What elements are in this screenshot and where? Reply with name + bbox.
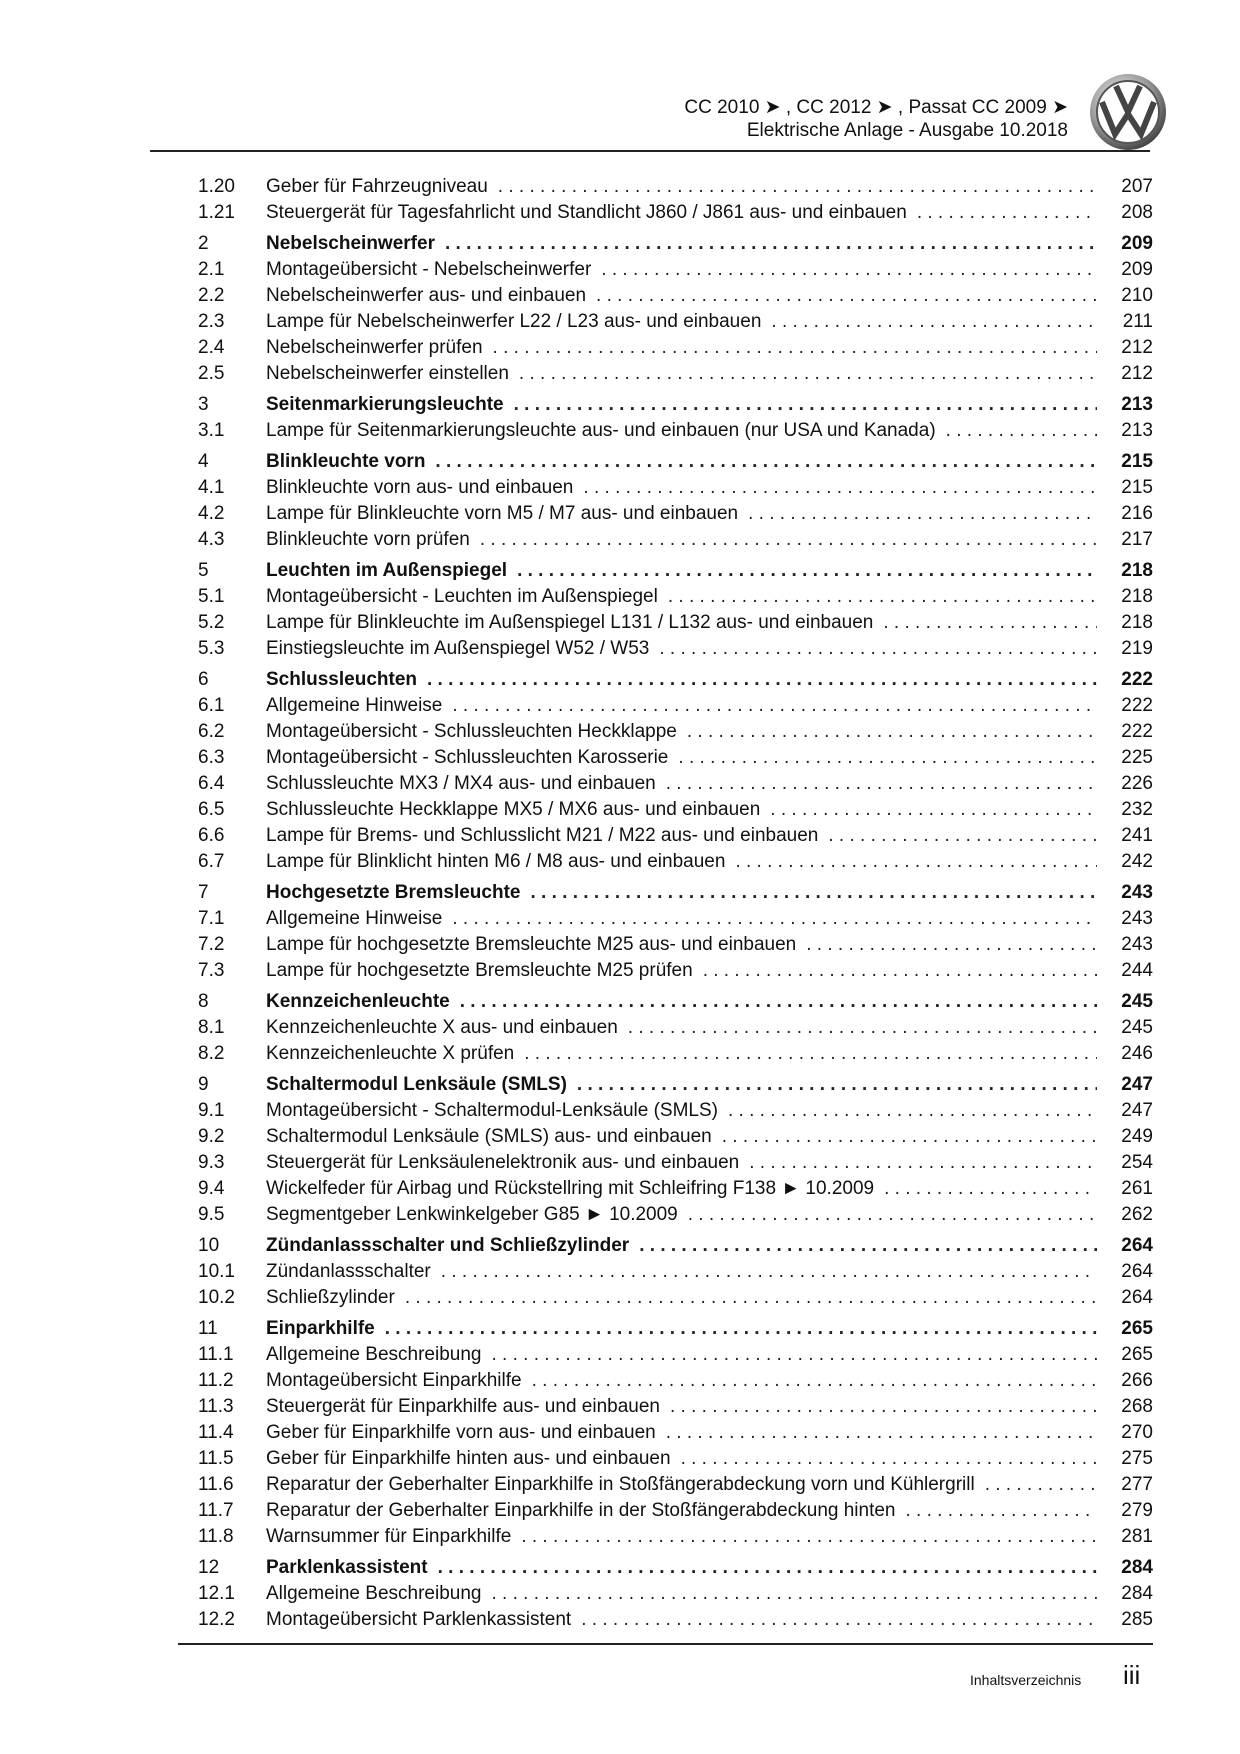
toc-entry-title: Allgemeine Hinweise [266, 908, 443, 929]
toc-entry-number: 12 [198, 1557, 220, 1578]
toc-entry-title: Steuergerät für Einparkhilfe aus- und einbauen [266, 1396, 660, 1417]
toc-entry-page: 244 [1121, 960, 1153, 981]
toc-entry-title: Lampe für Brems- und Schlusslicht M21 / M22 aus- und einbauen [266, 825, 819, 846]
toc-entry-title: Kennzeichenleuchte [266, 991, 450, 1012]
toc-entry-number: 4.1 [198, 477, 225, 498]
toc-entry-title: Lampe für Blinklicht hinten M6 / M8 aus- und einbauen [266, 851, 726, 872]
toc-dot-leader [596, 283, 1097, 309]
toc-entry[interactable] [198, 1394, 1153, 1420]
toc-entry-number: 3.1 [198, 420, 225, 441]
toc-dot-leader [985, 1472, 1097, 1498]
toc-dot-leader [530, 880, 1097, 906]
toc-entry-number: 9.1 [198, 1100, 225, 1121]
toc-entry-page: 243 [1121, 908, 1153, 929]
toc-entry-page: 285 [1121, 1609, 1153, 1630]
toc-entry-number: 2.5 [198, 363, 225, 384]
toc-dot-leader [460, 989, 1097, 1015]
toc-entry-page: 218 [1121, 586, 1153, 607]
toc-dot-leader [514, 392, 1097, 418]
toc-entry-title: Schaltermodul Lenksäule (SMLS) aus- und einbauen [266, 1126, 712, 1147]
toc-entry-title: Lampe für Nebelscheinwerfer L22 / L23 aus- und einbauen [266, 311, 762, 332]
toc-entry[interactable] [198, 527, 1153, 553]
toc-entry-number: 2.3 [198, 311, 225, 332]
toc-entry-title: Kennzeichenleuchte X prüfen [266, 1043, 515, 1064]
toc-entry-page: 215 [1121, 451, 1153, 472]
toc-entry[interactable] [198, 1098, 1153, 1124]
toc-dot-leader [521, 1524, 1097, 1550]
toc-entry-title: Zündanlassschalter [266, 1261, 431, 1282]
toc-entry[interactable] [198, 1041, 1153, 1067]
toc-entry-title: Montageübersicht Parklenkassistent [266, 1609, 572, 1630]
toc-entry-page: 275 [1121, 1448, 1153, 1469]
toc-chapter-entry[interactable] [198, 1555, 1153, 1581]
toc-entry-page: 216 [1121, 503, 1153, 524]
toc-dot-leader [517, 558, 1097, 584]
toc-entry-number: 12.1 [198, 1583, 235, 1604]
toc-dot-leader [728, 1098, 1097, 1124]
toc-entry-title: Allgemeine Beschreibung [266, 1583, 482, 1604]
toc-entry-number: 5.1 [198, 586, 225, 607]
toc-entry[interactable] [198, 719, 1153, 745]
toc-entry-page: 243 [1121, 934, 1153, 955]
toc-entry-number: 6 [198, 669, 209, 690]
toc-dot-leader [438, 1555, 1097, 1581]
toc-chapter-entry[interactable] [198, 392, 1153, 418]
header-divider [150, 150, 1150, 152]
toc-entry-page: 222 [1121, 669, 1153, 690]
toc-dot-leader [749, 1150, 1097, 1176]
toc-entry-title: Wickelfeder für Airbag und Rückstellring mit Schleifring F138 ► 10.2009 [266, 1178, 875, 1199]
toc-dot-leader [445, 231, 1097, 257]
toc-entry-title: Segmentgeber Lenkwinkelgeber G85 ► 10.2009 [266, 1204, 678, 1225]
toc-entry-page: 212 [1121, 363, 1153, 384]
toc-entry-page: 226 [1121, 773, 1153, 794]
toc-chapter-entry[interactable] [198, 667, 1153, 693]
toc-dot-leader [628, 1015, 1097, 1041]
toc-entry-number: 10 [198, 1235, 220, 1256]
toc-entry[interactable] [198, 418, 1153, 444]
toc-dot-leader [581, 1607, 1097, 1633]
toc-dot-leader [577, 1072, 1097, 1098]
toc-entry-title: Schließzylinder [266, 1287, 395, 1308]
toc-entry-number: 5 [198, 560, 209, 581]
toc-entry-title: Montageübersicht - Nebelscheinwerfer [266, 259, 592, 280]
toc-entry[interactable] [198, 1124, 1153, 1150]
toc-entry-number: 9.2 [198, 1126, 225, 1147]
toc-entry-number: 7.3 [198, 960, 225, 981]
toc-entry-page: 245 [1121, 991, 1153, 1012]
toc-entry[interactable] [198, 636, 1153, 662]
toc-dot-leader [524, 1041, 1097, 1067]
toc-entry-page: 208 [1121, 202, 1153, 223]
toc-entry[interactable] [198, 1581, 1153, 1607]
toc-entry-number: 11.3 [198, 1396, 234, 1417]
toc-entry-number: 2.2 [198, 285, 225, 306]
toc-entry[interactable] [198, 584, 1153, 610]
toc-dot-leader [668, 584, 1097, 610]
toc-entry[interactable] [198, 1259, 1153, 1285]
toc-entry-page: 210 [1121, 285, 1153, 306]
toc-entry[interactable] [198, 257, 1153, 283]
toc-entry-number: 3 [198, 394, 209, 415]
toc-dot-leader [435, 449, 1097, 475]
toc-entry-page: 266 [1121, 1370, 1153, 1391]
toc-entry[interactable] [198, 958, 1153, 984]
toc-entry-number: 7 [198, 882, 209, 903]
toc-entry[interactable] [198, 361, 1153, 387]
toc-entry-page: 219 [1121, 638, 1153, 659]
toc-dot-leader [906, 1498, 1098, 1524]
toc-dot-leader [532, 1368, 1097, 1394]
toc-entry-number: 6.5 [198, 799, 225, 820]
toc-entry-number: 1.21 [198, 202, 235, 223]
toc-dot-leader [639, 1233, 1097, 1259]
toc-entry-title: Lampe für hochgesetzte Bremsleuchte M25 prüfen [266, 960, 693, 981]
toc-entry-title: Warnsummer für Einparkhilfe [266, 1526, 512, 1547]
toc-entry[interactable] [198, 1607, 1153, 1633]
toc-dot-leader [806, 932, 1097, 958]
toc-entry-title: Steuergerät für Tagesfahrlicht und Standlicht J860 / J861 aus- und einbauen [266, 202, 907, 223]
toc-dot-leader [946, 418, 1097, 444]
toc-entry-title: Parklenkassistent [266, 1557, 428, 1578]
toc-entry-number: 7.1 [198, 908, 225, 929]
toc-entry-title: Leuchten im Außenspiegel [266, 560, 508, 581]
toc-entry[interactable] [198, 797, 1153, 823]
toc-entry[interactable] [198, 745, 1153, 771]
toc-entry-title: Schlussleuchten [266, 669, 417, 690]
toc-dot-leader [917, 200, 1097, 226]
toc-entry-number: 8.1 [198, 1017, 225, 1038]
toc-chapter-entry[interactable] [198, 1316, 1153, 1342]
toc-entry-number: 11.8 [198, 1526, 234, 1547]
toc-entry-number: 10.2 [198, 1287, 235, 1308]
toc-entry-page: 264 [1121, 1235, 1153, 1256]
toc-entry-number: 11.6 [198, 1474, 234, 1495]
toc-entry[interactable] [198, 1420, 1153, 1446]
toc-dot-leader [735, 849, 1097, 875]
toc-dot-leader [828, 823, 1097, 849]
toc-dot-leader [385, 1316, 1097, 1342]
toc-entry-page: 243 [1121, 882, 1153, 903]
toc-entry-page: 213 [1121, 394, 1153, 415]
toc-entry[interactable] [198, 849, 1153, 875]
toc-dot-leader [441, 1259, 1097, 1285]
toc-entry-number: 4.3 [198, 529, 225, 550]
toc-dot-leader [405, 1285, 1097, 1311]
toc-entry-page: 265 [1121, 1344, 1153, 1365]
toc-entry-title: Geber für Fahrzeugniveau [266, 176, 488, 197]
toc-dot-leader [452, 693, 1097, 719]
toc-dot-leader [491, 1581, 1097, 1607]
toc-entry-number: 4.2 [198, 503, 225, 524]
toc-entry[interactable] [198, 610, 1153, 636]
toc-entry-number: 5.3 [198, 638, 225, 659]
toc-entry-number: 9.4 [198, 1178, 225, 1199]
toc-entry[interactable] [198, 283, 1153, 309]
toc-entry-title: Geber für Einparkhilfe vorn aus- und einbauen [266, 1422, 656, 1443]
toc-entry-title: Reparatur der Geberhalter Einparkhilfe in Stoßfängerabdeckung vorn und Kühlergrill [266, 1474, 975, 1495]
toc-entry-title: Reparatur der Geberhalter Einparkhilfe in der Stoßfängerabdeckung hinten [266, 1500, 896, 1521]
toc-entry-title: Einstiegsleuchte im Außenspiegel W52 / W53 [266, 638, 650, 659]
toc-dot-leader [659, 636, 1097, 662]
toc-entry-page: 222 [1121, 721, 1153, 742]
toc-entry-title: Blinkleuchte vorn [266, 451, 426, 472]
toc-entry-page: 242 [1121, 851, 1153, 872]
toc-entry-title: Allgemeine Hinweise [266, 695, 443, 716]
toc-entry-page: 264 [1121, 1287, 1153, 1308]
toc-entry-title: Lampe für Seitenmarkierungsleuchte aus- und einbauen (nur USA und Kanada) [266, 420, 936, 441]
toc-entry-page: 247 [1121, 1074, 1153, 1095]
toc-entry-number: 9 [198, 1074, 209, 1095]
toc-dot-leader [498, 174, 1097, 200]
toc-entry-title: Montageübersicht - Schlussleuchten Heckklappe [266, 721, 677, 742]
toc-entry-number: 11 [198, 1318, 218, 1339]
toc-dot-leader [770, 797, 1097, 823]
toc-dot-leader [883, 610, 1097, 636]
toc-entry-number: 11.5 [198, 1448, 234, 1469]
toc-dot-leader [427, 667, 1097, 693]
toc-entry-page: 207 [1121, 176, 1153, 197]
toc-dot-leader [491, 1342, 1097, 1368]
toc-entry[interactable] [198, 501, 1153, 527]
toc-entry-title: Einparkhilfe [266, 1318, 375, 1339]
toc-entry-page: 265 [1121, 1318, 1153, 1339]
toc-dot-leader [452, 906, 1097, 932]
toc-entry-title: Nebelscheinwerfer einstellen [266, 363, 509, 384]
toc-entry-title: Schlussleuchte Heckklappe MX5 / MX6 aus- und einbauen [266, 799, 761, 820]
toc-entry-page: 246 [1121, 1043, 1153, 1064]
toc-entry[interactable] [198, 1368, 1153, 1394]
toc-entry-title: Allgemeine Beschreibung [266, 1344, 482, 1365]
toc-entry[interactable] [198, 1498, 1153, 1524]
toc-entry[interactable] [198, 475, 1153, 501]
toc-entry[interactable] [198, 906, 1153, 932]
toc-entry[interactable] [198, 1285, 1153, 1311]
toc-entry[interactable] [198, 335, 1153, 361]
toc-entry-title: Kennzeichenleuchte X aus- und einbauen [266, 1017, 618, 1038]
toc-entry-title: Nebelscheinwerfer [266, 233, 435, 254]
toc-entry-number: 11.4 [198, 1422, 234, 1443]
toc-entry-page: 213 [1121, 420, 1153, 441]
toc-dot-leader [748, 501, 1097, 527]
toc-dot-leader [884, 1176, 1097, 1202]
toc-entry-page: 284 [1121, 1583, 1153, 1604]
toc-entry-title: Lampe für Blinkleuchte im Außenspiegel L131 / L132 aus- und einbauen [266, 612, 874, 633]
toc-dot-leader [678, 745, 1097, 771]
toc-entry-page: 209 [1121, 233, 1153, 254]
toc-entry-page: 222 [1121, 695, 1153, 716]
footer-divider [178, 1643, 1153, 1645]
toc-entry[interactable] [198, 932, 1153, 958]
toc-entry[interactable] [198, 1472, 1153, 1498]
toc-entry-number: 4 [198, 451, 209, 472]
toc-entry-title: Montageübersicht Einparkhilfe [266, 1370, 522, 1391]
toc-entry-title: Blinkleuchte vorn aus- und einbauen [266, 477, 574, 498]
toc-entry-number: 9.5 [198, 1204, 225, 1225]
toc-entry[interactable] [198, 309, 1153, 335]
toc-entry-number: 9.3 [198, 1152, 225, 1173]
toc-entry-page: 277 [1121, 1474, 1153, 1495]
toc-entry-page: 279 [1121, 1500, 1153, 1521]
toc-entry-page: 254 [1121, 1152, 1153, 1173]
toc-entry[interactable] [198, 1202, 1153, 1228]
toc-entry-page: 218 [1121, 560, 1153, 581]
footer-section-label: Inhaltsverzeichnis [970, 1672, 1082, 1688]
toc-entry-number: 6.4 [198, 773, 225, 794]
toc-entry-number: 10.1 [198, 1261, 235, 1282]
toc-entry-page: 241 [1121, 825, 1153, 846]
toc-entry[interactable] [198, 823, 1153, 849]
toc-entry-page: 270 [1121, 1422, 1153, 1443]
toc-chapter-entry[interactable] [198, 989, 1153, 1015]
toc-chapter-entry[interactable] [198, 558, 1153, 584]
toc-entry-number: 6.2 [198, 721, 225, 742]
toc-entry-title: Seitenmarkierungsleuchte [266, 394, 504, 415]
toc-entry[interactable] [198, 1342, 1153, 1368]
toc-entry-page: 212 [1121, 337, 1153, 358]
toc-entry-page: 211 [1122, 311, 1153, 332]
toc-dot-leader [687, 719, 1097, 745]
toc-entry-number: 12.2 [198, 1609, 235, 1630]
toc-dot-leader [493, 335, 1097, 361]
toc-entry[interactable] [198, 1176, 1153, 1202]
toc-entry-number: 6.1 [198, 695, 225, 716]
toc-dot-leader [480, 527, 1097, 553]
toc-entry-title: Geber für Einparkhilfe hinten aus- und einbauen [266, 1448, 671, 1469]
toc-entry-title: Nebelscheinwerfer prüfen [266, 337, 483, 358]
header-vehicle-models: CC 2010 ➤ , CC 2012 ➤ , Passat CC 2009 ➤ [684, 97, 1068, 118]
toc-chapter-entry[interactable] [198, 1233, 1153, 1259]
toc-entry-title: Montageübersicht - Leuchten im Außenspiegel [266, 586, 658, 607]
toc-entry-number: 11.7 [198, 1500, 234, 1521]
toc-entry-page: 232 [1121, 799, 1153, 820]
toc-dot-leader [519, 361, 1097, 387]
toc-entry-page: 245 [1121, 1017, 1153, 1038]
toc-entry-number: 2.4 [198, 337, 225, 358]
toc-dot-leader [688, 1202, 1097, 1228]
toc-entry-title: Schaltermodul Lenksäule (SMLS) [266, 1074, 567, 1095]
toc-chapter-entry[interactable] [198, 1072, 1153, 1098]
toc-dot-leader [722, 1124, 1097, 1150]
toc-entry-number: 2.1 [198, 259, 225, 280]
toc-entry-number: 1.20 [198, 176, 235, 197]
toc-entry-number: 6.3 [198, 747, 225, 768]
toc-entry-title: Zündanlassschalter und Schließzylinder [266, 1235, 630, 1256]
toc-entry[interactable] [198, 174, 1153, 200]
toc-dot-leader [771, 309, 1097, 335]
toc-dot-leader [681, 1446, 1097, 1472]
toc-entry-page: 281 [1121, 1526, 1153, 1547]
toc-entry-title: Montageübersicht - Schlussleuchten Karosserie [266, 747, 669, 768]
toc-entry-page: 262 [1121, 1204, 1153, 1225]
toc-entry-page: 218 [1121, 612, 1153, 633]
toc-entry[interactable] [198, 693, 1153, 719]
toc-chapter-entry[interactable] [198, 231, 1153, 257]
toc-entry[interactable] [198, 1015, 1153, 1041]
header-edition: Elektrische Anlage - Ausgabe 10.2018 [746, 120, 1068, 141]
toc-entry-number: 11.2 [198, 1370, 234, 1391]
toc-entry-title: Schlussleuchte MX3 / MX4 aus- und einbauen [266, 773, 656, 794]
page-header [0, 96, 1068, 142]
toc-entry-number: 11.1 [198, 1344, 234, 1365]
toc-entry-number: 5.2 [198, 612, 225, 633]
toc-entry-title: Nebelscheinwerfer aus- und einbauen [266, 285, 587, 306]
toc-entry-number: 8 [198, 991, 209, 1012]
toc-entry-page: 215 [1121, 477, 1153, 498]
toc-entry-page: 249 [1121, 1126, 1153, 1147]
toc-entry-number: 2 [198, 233, 209, 254]
toc-entry-title: Steuergerät für Lenksäulenelektronik aus- und einbauen [266, 1152, 740, 1173]
toc-entry[interactable] [198, 1150, 1153, 1176]
toc-dot-leader [666, 771, 1097, 797]
toc-entry-page: 217 [1121, 529, 1153, 550]
toc-entry[interactable] [198, 1446, 1153, 1472]
toc-dot-leader [601, 257, 1097, 283]
toc-entry-number: 6.7 [198, 851, 225, 872]
toc-entry-title: Montageübersicht - Schaltermodul-Lenksäule (SMLS) [266, 1100, 718, 1121]
toc-entry-page: 225 [1121, 747, 1153, 768]
toc-entry-page: 284 [1121, 1557, 1153, 1578]
toc-dot-leader [703, 958, 1097, 984]
toc-entry-page: 247 [1121, 1100, 1153, 1121]
table-of-contents [198, 174, 1153, 1633]
toc-entry[interactable] [198, 200, 1153, 226]
toc-entry-title: Hochgesetzte Bremsleuchte [266, 882, 521, 903]
toc-entry-number: 7.2 [198, 934, 225, 955]
toc-entry-title: Blinkleuchte vorn prüfen [266, 529, 470, 550]
toc-entry-number: 8.2 [198, 1043, 225, 1064]
toc-entry-title: Lampe für hochgesetzte Bremsleuchte M25 aus- und einbauen [266, 934, 797, 955]
footer-page-number: iii [1123, 1660, 1141, 1690]
toc-entry-number: 6.6 [198, 825, 225, 846]
toc-entry[interactable] [198, 771, 1153, 797]
toc-dot-leader [666, 1420, 1097, 1446]
vw-logo-icon [1088, 72, 1168, 152]
toc-dot-leader [670, 1394, 1097, 1420]
toc-dot-leader [583, 475, 1097, 501]
toc-entry-page: 261 [1121, 1178, 1153, 1199]
toc-chapter-entry[interactable] [198, 449, 1153, 475]
toc-entry-page: 209 [1121, 259, 1153, 280]
toc-entry-page: 264 [1121, 1261, 1153, 1282]
toc-entry-page: 268 [1121, 1396, 1153, 1417]
toc-chapter-entry[interactable] [198, 880, 1153, 906]
toc-entry-title: Lampe für Blinkleuchte vorn M5 / M7 aus- und einbauen [266, 503, 739, 524]
toc-entry[interactable] [198, 1524, 1153, 1550]
